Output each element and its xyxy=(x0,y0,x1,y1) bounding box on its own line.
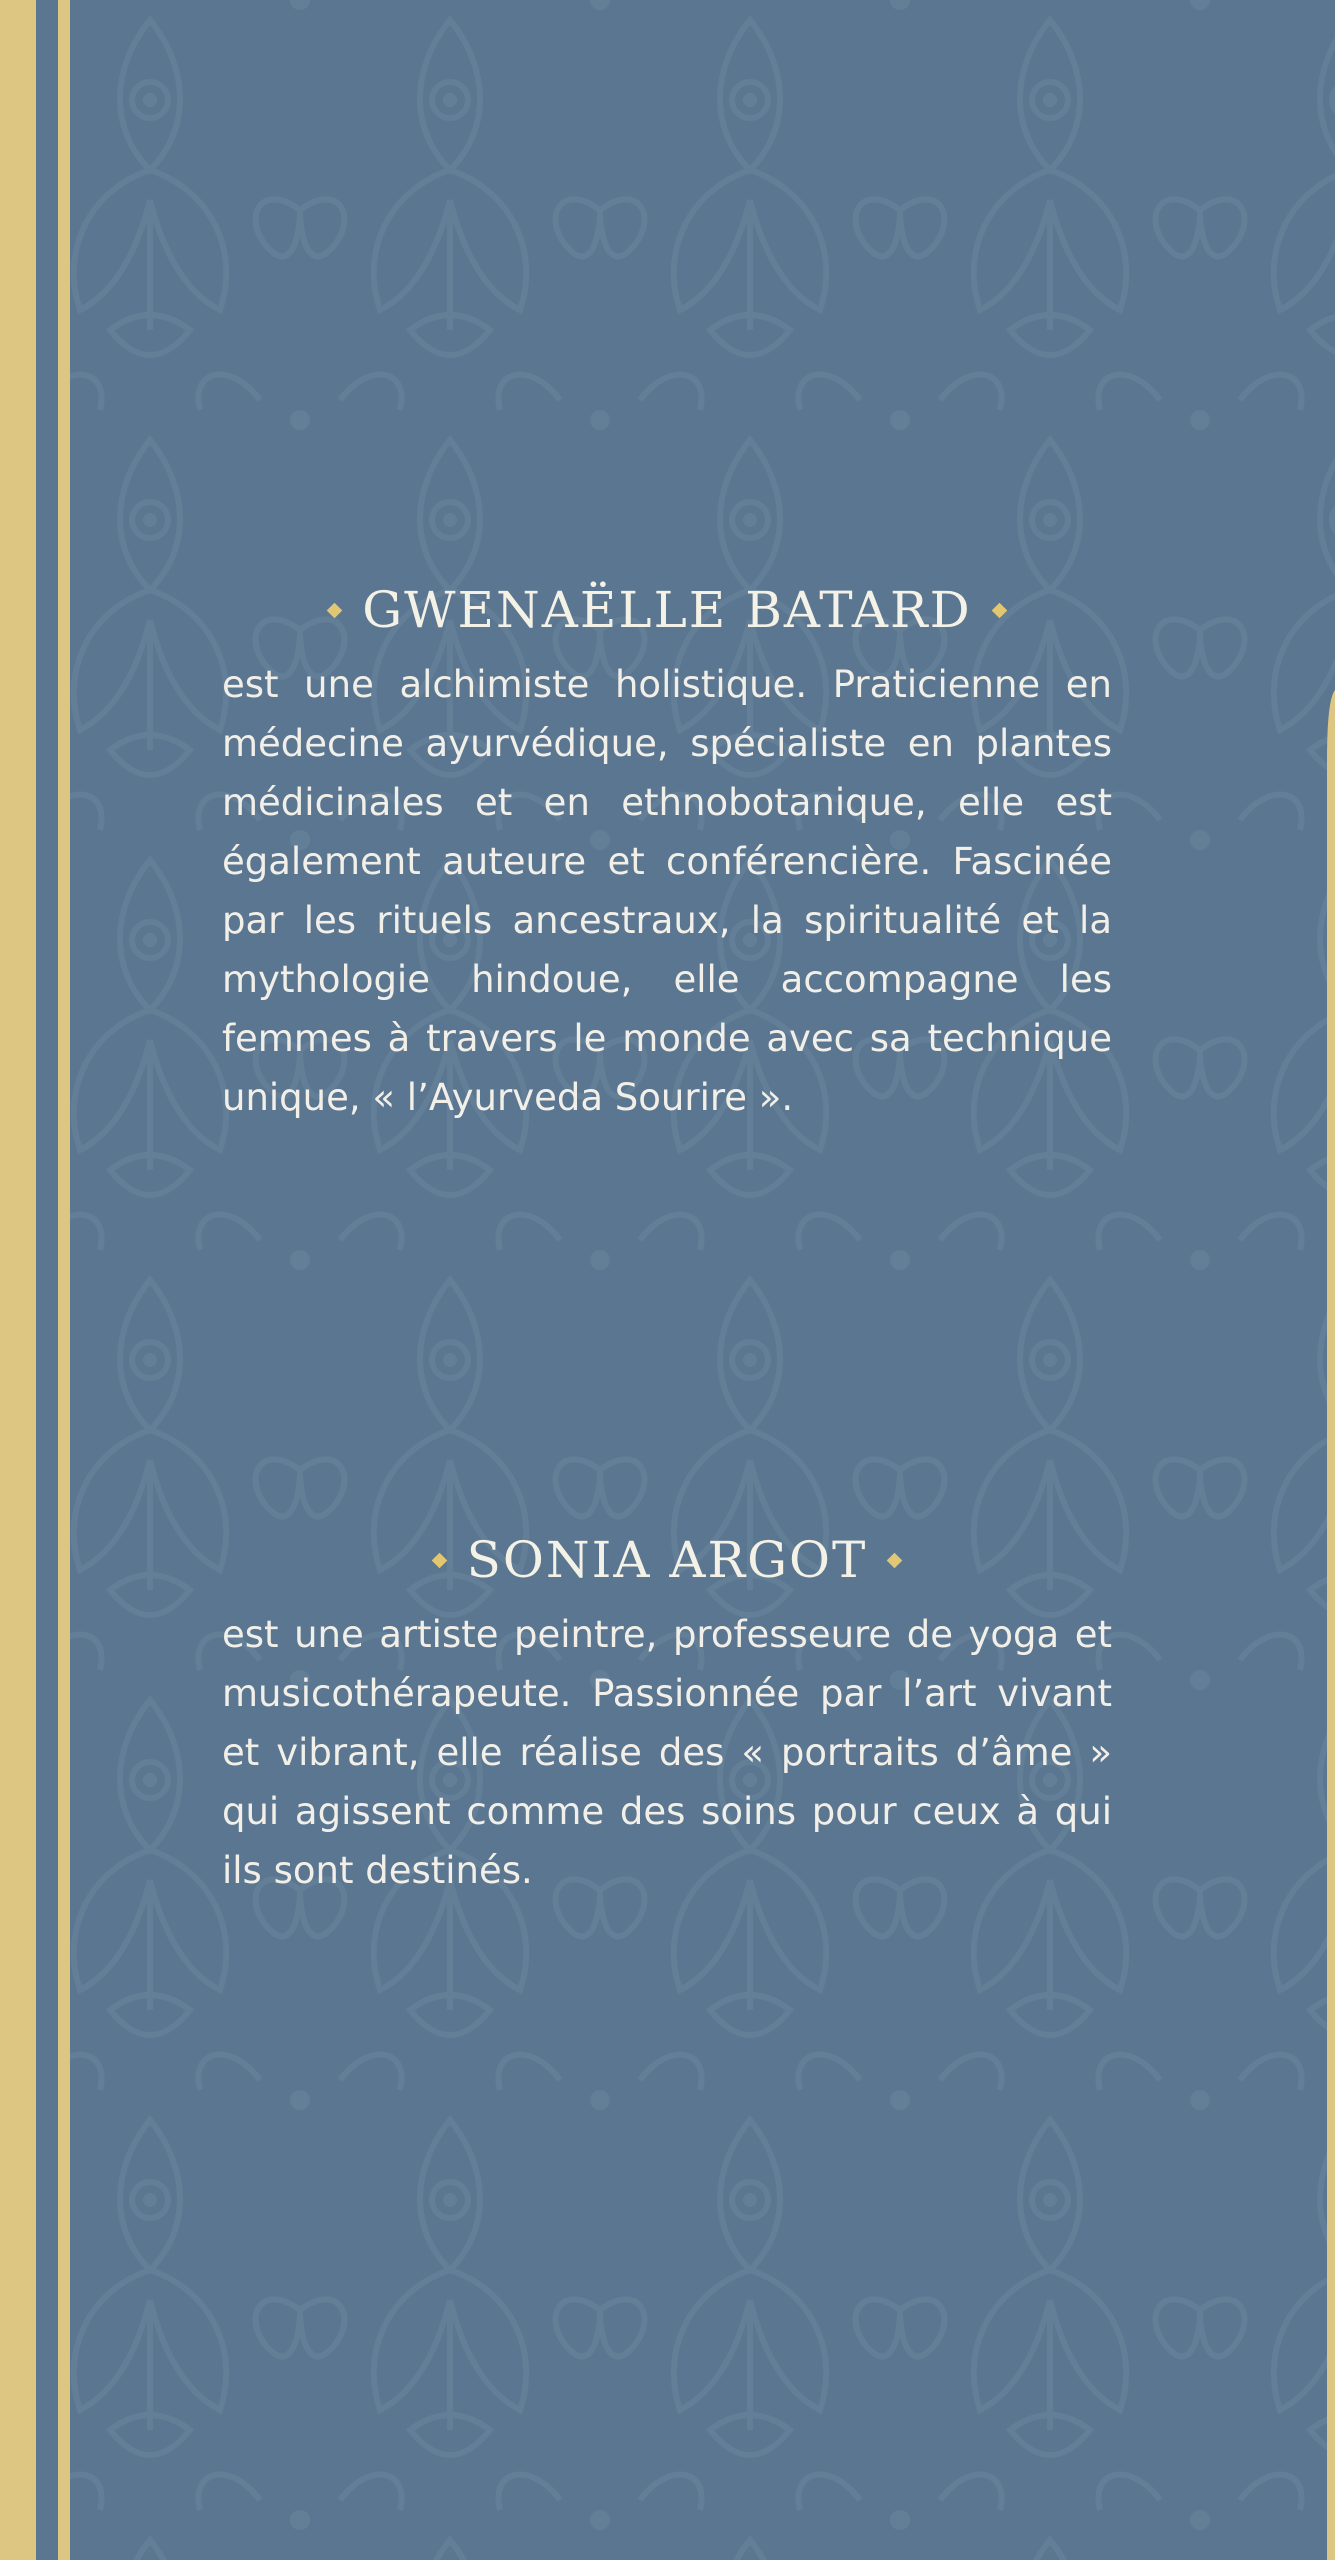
diamond-ornament-icon xyxy=(992,602,1008,618)
diamond-ornament-icon xyxy=(431,1552,447,1568)
author-bio-gwenaelle xyxy=(222,575,1112,1127)
author-bio-text: est une artiste peintre, professeure de yoga et musicothérapeute. Passionnée par l’art vivant et vibrant, elle réalise des « portraits d’âme » qui agissent comme des soins pour ceux à qui ils sont destinés. xyxy=(222,1613,1112,1892)
author-name-heading xyxy=(222,575,1112,645)
gold-border-inner xyxy=(58,0,70,2560)
border-gap xyxy=(36,0,58,2560)
diamond-ornament-icon xyxy=(327,602,343,618)
author-bio-text: est une alchimiste holistique. Praticienne en médecine ayurvédique, spécialiste en plantes médicinales et en ethnobotanique, elle est également auteure et conférencière. Fascinée par les rituels ancestraux, la spiritualité et la mythologie hindoue, elle accompagne les femmes à travers le monde avec sa technique unique, « l’Ayurveda Sourire ». xyxy=(222,663,1112,1119)
author-name: GWENAËLLE BATARD xyxy=(362,581,972,639)
diamond-ornament-icon xyxy=(887,1552,903,1568)
gold-edge-right xyxy=(1325,0,1335,2560)
author-name-heading xyxy=(222,1525,1112,1595)
author-name: SONIA ARGOT xyxy=(466,1531,868,1589)
gold-border-outer xyxy=(0,0,36,2560)
author-bio-sonia xyxy=(222,1525,1112,1900)
